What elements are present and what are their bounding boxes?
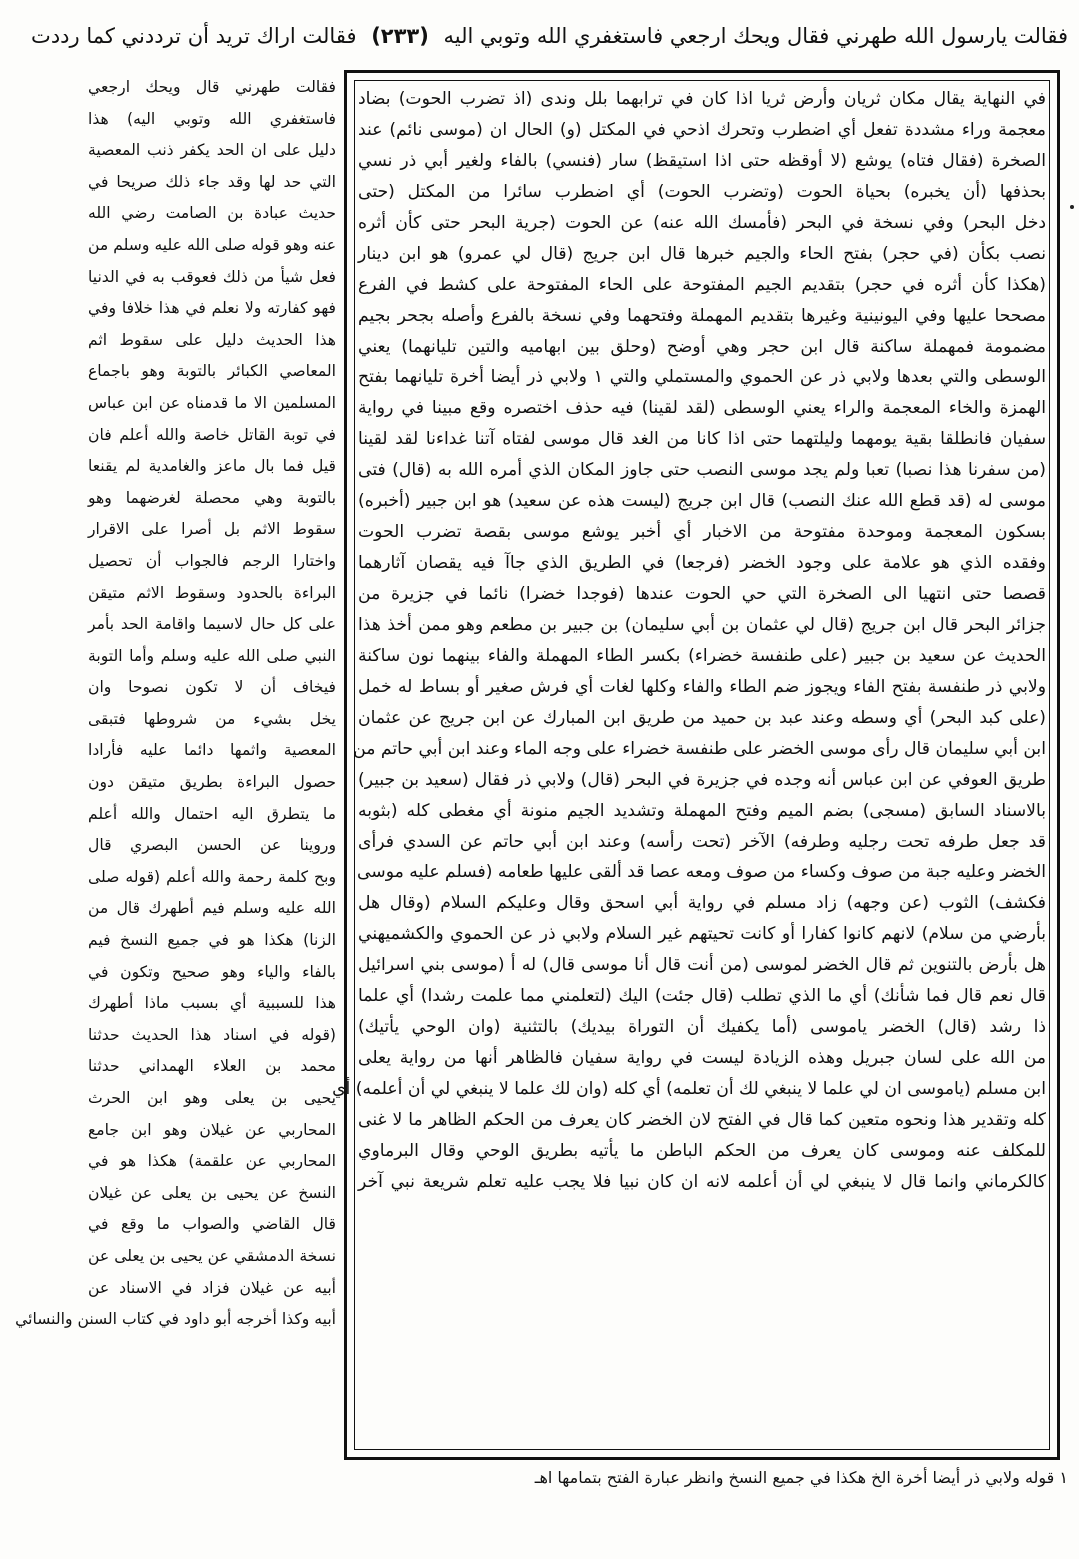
main-text-line: مضمومة فمهملة ساكنة قال ابن حجر وهي أوضح (وحلق بين ابهاميه والتين تليانهما) يعني [358,336,1046,357]
margin-text-line: أبيه وكذا أخرجه أبو داود في كتاب السنن والنسائي [15,1310,336,1329]
margin-text-line: هذا الحديث دليل على سقوط اثم [88,330,336,349]
main-text-line: الصخرة (فقال فتاه) يوشع (لا أوقظه حتى اذا استيقظ) سار (فنسي) بالفاء ولغير أبي ذر نسي [358,150,1046,171]
margin-text-line: قال القاضي والصواب ما وقع في [88,1215,336,1234]
main-text-line: طريق العوفي عن ابن عباس أنه وجده في جزيرة في البحر (قال) ولابي ذر فقال (سعيد بن جبير) [358,769,1046,790]
margin-text-line: فاستغفري الله وتوبي اليه) هذا [88,109,336,128]
margin-text-line: الله عليه وسلم فيم أطهرك قال من [88,899,336,918]
margin-text-line: أبيه عن غيلان فزاد في الاسناد عن [88,1278,336,1297]
margin-text-line: (قوله في اسناد هذا الحديث حدثنا [88,1025,336,1044]
footnote-line: ١ قوله ولابي ذر أيضا أخرة الخ هكذا في جميع النسخ وانظر عبارة الفتح بتمامها اهـ [534,1468,1068,1487]
margin-text-line: بالفاء والياء وهو صحيح وتكون في [88,962,336,981]
main-text-line: للمكلف عنه وموسى كان يعرف من الحكم الباطن ما يأتيه بطريق الوحي وقال البرماوي [358,1140,1046,1161]
main-text-line: نصب بكأن (في حجر) بفتح الحاء والجيم خبرها قال ابن جريج (قال لي عمرو) هو ابن دينار [358,243,1046,264]
main-text-line: بالاسناد السابق (مسجى) بضم الميم وفتح المهملة وتشديد الجيم منونة أي مغطى كله (بثوبه [358,800,1046,821]
margin-text-line: النسخ عن يحيى بن يعلى عن غيلان [88,1183,336,1202]
main-text-line: (هكذا كأن أثره في حجر) بتقديم الجيم المفتوحة على الحاء المفتوحة على كشط في الفرع [358,274,1046,295]
main-text-line: من الله على لسان جبريل وهذه الزيادة ليست في رواية سفيان فالظاهر أنها من رواية يعلى [358,1048,1046,1069]
main-text-line: في النهاية يقال مكان ثريان وأرض ثريا اذا كان في ترابهما بلل وندى (اذ تضرب الحوت) بضاد [358,89,1046,109]
footnote [88,1464,1068,1520]
main-text-line: (على كبد البحر) أي وسطه وعند عبد بن حميد من طريق ابن المبارك عن ابن جريج عن عثمان [358,707,1046,728]
margin-text-line: فقالت طهرني قال ويحك ارجعي [88,78,336,96]
margin-text-line: حديث عبادة بن الصامت رضي الله [88,204,336,223]
main-text-line: بحذفها (أن يخبره) بحياة الحوت (وتضرب الحوت) أي اضطرب سائرا من المكتل (حتى [358,181,1046,202]
main-text-line: الوسطى والتي بعدها ولابي ذر عن الحموي والمستملي والتي ١ ولابي ذر أيضا أخرة تليانهما بفتح [358,367,1046,388]
main-text-line: جزائر البحر قال ابن جريج (قال لي عثمان بن أبي سليمان) بن جبير بن مطعم وهو ممن أخذ هذا [358,614,1046,635]
page-number: (٢٣٣) [371,24,429,48]
main-text-line: ابن أبي سليمان قال رأى موسى الخضر على طنفسة خضراء على وجه الماء وعند ابن أبي حاتم من [353,738,1046,759]
margin-text-line: محمد بن العلاء الهمداني حدثنا [88,1057,336,1076]
main-text-line: الخضر وعليه جبة من صوف وكساء من صوف ومعه عصا قد ألقى عليها طعامه (فسلم عليه موسى [356,862,1046,883]
margin-text-line: التي حد لها وقد جاء ذلك صريحا في [88,172,336,191]
margin-text-line: يحيى بن يعلى وهو ابن الحرث [88,1089,336,1107]
margin-text-line: هذا للسببية أي بسبب ماذا أطهرك [88,994,336,1013]
margin-text-line: المعاصي الكبائر بالتوبة وهو باجماع [88,362,336,381]
margin-text-line: نسخة الدمشقي عن يحيى بن يعلى عن [88,1246,336,1265]
main-text-line: وفقده الذي هو علامة على وجود الخضر (فرجعا) في الطريق الذي جاآ فيه يقصان آثارهما [358,553,1046,574]
main-text-line: بسكون المعجمة وموحدة مفتوحة من الاخبار أي أخبر يوشع موسى بقصة تضرب الحوت [358,522,1046,543]
main-text-line: كله وتقدير هذا ونحوه متعين كما قال في الفتح لان الخضر كان يعرف من الحكم الظاهر ما لا غنى [358,1109,1046,1130]
margin-text-line: سقوط الاثم بل أصرا على الاقرار [88,520,336,539]
margin-text-line: النبي صلى الله عليه وسلم وأما التوبة [88,646,336,665]
main-text-line: معجمة وراء مشددة تفعل أي اضطرب وتحرك اذحي في المكتل (و) الحال ان (موسى نائم) عند [358,119,1046,140]
margin-text-line: فيخاف أن لا تكون نصوحا وان [88,678,336,697]
margin-text-line: فعل شيأ من ذلك فعوقب به في الدنيا [88,267,336,286]
margin-text-line: بالتوبة وهي محصلة لغرضهما وهو [88,488,336,507]
margin-text-line: وبح كلمة رحمة والله أعلم (قوله صلى [88,867,336,886]
main-text-line: ذا رشد (قال) الخضر ياموسى (أما يكفيك أن التوراة بيديك) بالتثنية (وان الوحي يأتيك) [358,1017,1046,1038]
margin-text-line: عنه وهو قوله صلى الله عليه وسلم من [88,235,336,254]
margin-text-line: البراءة بالحدود وسقوط الاثم متيقن [88,583,336,602]
margin-text-line: يخل بشيء من شروطها فتبقى [88,709,336,728]
main-text-line: (من سفرنا هذا نصبا) تعبا ولم يجد موسى النصب حتى جاوز المكان الذي أمره الله به (قال) فتى [358,460,1046,481]
margin-text-line: المعصية واثمها دائما عليه فأرادا [88,741,336,760]
main-text-line: فكشف) الثوب (عن وجهه) زاد مسلم في رواية أبي اسحق وقال وعليكم السلام (وقال هل [358,893,1046,914]
main-text-line: بأرضي من سلام) لانهم كانوا كفارا أو كانت تحيتهم غير السلام ولابي ذر عن الحموي والكشميهني [358,924,1046,945]
main-text-line: كالكرماني وانما قال لا ينبغي لي أن أعلمه لانه ان كان نبيا فلا يجب عليه تعلم شريعة نبي آخر [358,1171,1046,1192]
main-text-line: ابن مسلم (ياموسى ان لي علما لا ينبغي لك أن تعلمه) أي كله (وان لك علما لا ينبغي لي أن أعلمه) أي [332,1079,1046,1099]
page-edge-mark [1070,205,1074,209]
main-text-line: موسى له (قد قطع الله عنك النصب) قال ابن جريج (ليست هذه عن سعيد) هو ابن جبير (أخبره) [358,491,1046,512]
main-text-line: سفيان فانطلقا بقية يومهما وليلتهما حتى اذا كانا من الغد قال موسى لفتاه آتنا غداءنا لقد لقينا [358,429,1046,450]
margin-text-line: قيل فما بال ماعز والغامدية لم يقنعا [88,457,336,476]
margin-text-line: دليل على ان الحد يكفر ذنب المعصية [88,141,336,160]
margin-text-line: الزنا) هكذا هو في جميع النسخ فيم [88,931,336,950]
margin-text-line: فهو كفارته ولا نعلم في هذا خلافا وفي [88,299,336,318]
main-text-line: قال نعم قال فما شأنك) أي ما الذي تطلب (قال جئت) اليك (لتعلمني مما علمت رشدا) أي علما [358,986,1046,1007]
header-text-left: فقالت اراك تريد أن ترددني كما رددت [31,24,357,48]
margin-text-line: المسلمين الا ما قدمناه عن ابن عباس [88,393,336,412]
margin-text-line: المحاربي عن غيلان وهو ابن جامع [88,1120,336,1139]
margin-text-line: واختارا الرجم فالجواب أن تحصيل [88,551,336,570]
footnote-line [88,1492,1068,1520]
main-text-line: قد جعل طرفه تحت رجليه وطرفه) الآخر (تحت رأسه) وعند ابن أبي حاتم عن السدي فرأى [358,831,1046,852]
main-text-line: الحديث عن سعيد بن جبير (على طنفسة خضراء) بكسر الطاء المهملة والفاء بينهما نون ساكنة [358,645,1046,666]
main-text-column [332,84,1046,1446]
page-header [31,14,1068,58]
margin-text-line: في توبة القاتل خاصة والله أعلم فان [88,425,336,444]
margin-text-line: وروينا عن الحسن البصري قال [88,836,336,855]
margin-text-line: المحاربي عن علقمة) هكذا هو في [88,1152,336,1171]
main-text-line: دخل البحر) وفي نسخة في البحر (فأمسك الله عنه) عن الحوت (جرية البحر حتى كأن أثره [358,212,1046,233]
margin-text-line: ما يتطرق اليه احتمال والله أعلم [88,804,336,823]
main-text-line: ولابي ذر طنفسة بفتح الفاء ويجوز ضم الطاء والفاء وكلها لغات أي فرش صغير أو بساط له خمل [358,676,1046,697]
margin-commentary-column [15,72,336,1462]
main-text-line: مصححا عليها وفي اليونينية وغيرها بتقديم المهملة وفتحهما وفي نسخة بالفرع وأصله بجحر بجيم [358,305,1046,326]
margin-text-line: حصول البراءة بطريق متيقن دون [88,773,336,792]
main-text-line: الهمزة والخاء المعجمة والراء يعني الوسطى (لقد لقينا) فيه حذف اختصره وقع مبينا في رواية [358,398,1046,419]
main-text-line: قصصا حتى انتهيا الى الصخرة التي حي الحوت عندها (فوجدا خضرا) نائما في جزيرة من [358,584,1046,604]
header-text-right: فقالت يارسول الله طهرني فقال ويحك ارجعي فاستغفري الله وتوبي اليه [443,24,1068,48]
margin-text-line: على كل حال لاسيما واقامة الحد بأمر [88,615,336,634]
main-text-line: هل بأرض بالتنوين ثم قال الخضر لموسى (من أنت قال أنا موسى قال) له أ (موسى بني اسرائيل [358,955,1046,976]
